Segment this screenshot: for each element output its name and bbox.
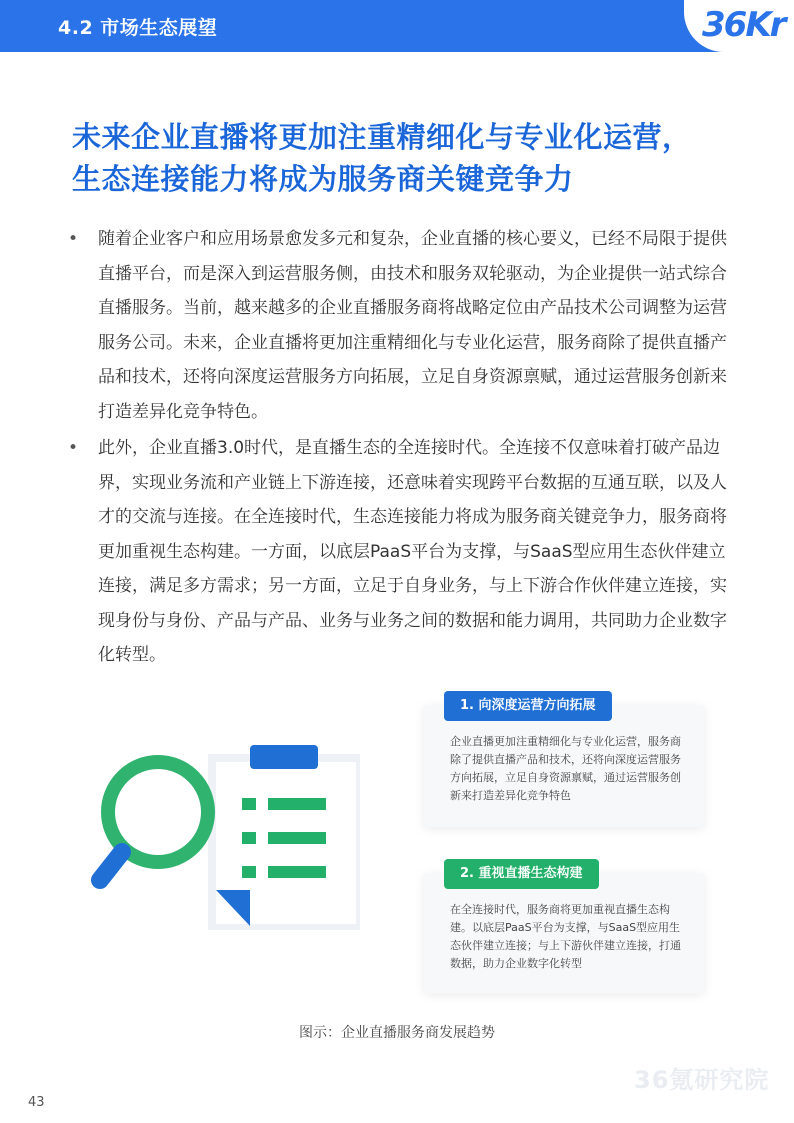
- list-marker: [242, 866, 256, 878]
- section-title: 4.2 市场生态展望: [58, 17, 218, 39]
- trend-card-2: [424, 866, 704, 993]
- bullet-text: 此外，企业直播3.0时代，是直播生态的全连接时代。全连接不仅意味着打破产品边界，实现业务流和产业链上下游连接，还意味着实现跨平台数据的互通互联，以及人才的交流与连接。在全连接时代，生态连接能力将成为服务商关键竞争力，服务商将更加重视生态构建。一方面，以底层PaaS平台为支撑，与SaaS型应用生态伙伴建立连接，满足多方需求；另一方面，立足于自身业务，与上下游合作伙伴建立连接，实现身份与身份、产品与产品、业务与业务之间的数据和能力调用，共同助力企业数字化转型。: [98, 438, 727, 665]
- list-marker: [242, 798, 256, 810]
- trend-card-1: [424, 698, 704, 827]
- trend-card-1-body: 企业直播更加注重精细化与专业化运营，服务商除了提供直播产品和技术，还将向深度运营服务方向拓展，立足自身资源禀赋，通过运营服务创新来打造差异化竞争特色: [450, 735, 681, 802]
- header-bar: [0, 0, 794, 52]
- headline-line-2: 生态连接能力将成为服务商关键竞争力: [72, 162, 574, 196]
- list-marker: [242, 832, 256, 844]
- headline-line-1: 未来企业直播将更加注重精细化与专业化运营，: [72, 120, 692, 154]
- page-headline: [72, 116, 752, 200]
- figure-caption: 图示：企业直播服务商发展趋势: [299, 1025, 495, 1041]
- bullet-item: [64, 431, 734, 673]
- trend-card-2-body: 在全连接时代，服务商将更加重视直播生态构建。以底层PaaS平台为支撑，与SaaS型应用生态伙伴建立连接；与上下游伙伴建立连接，打通数据，助力企业数字化转型: [450, 903, 681, 970]
- magnifier-handle: [100, 852, 122, 880]
- watermark: 36氪研究院: [634, 1066, 770, 1094]
- clipboard-clip: [250, 745, 318, 769]
- list-line: [268, 866, 326, 878]
- bullet-list: [64, 222, 734, 675]
- trend-card-1-title: 1. 向深度运营方向拓展: [444, 691, 612, 721]
- bullet-text: 随着企业客户和应用场景愈发多元和复杂，企业直播的核心要义，已经不局限于提供直播平台，而是深入到运营服务侧，由技术和服务双轮驱动，为企业提供一站式综合直播服务。当前，越来越多的企业直播服务商将战略定位由产品技术公司调整为运营服务公司。未来，企业直播将更加注重精细化与专业化运营，服务商除了提供直播产品和技术，还将向深度运营服务方向拓展，立足自身资源禀赋，通过运营服务创新来打造差异化竞争特色。: [98, 229, 727, 422]
- bullet-dot-icon: •: [68, 438, 79, 458]
- bullet-item: [64, 222, 734, 429]
- document-magnifier-icon: [90, 720, 390, 950]
- list-line: [268, 798, 326, 810]
- logo-text: 36Kr: [702, 5, 785, 45]
- list-line: [268, 832, 326, 844]
- trend-card-2-title: 2. 重视直播生态构建: [444, 859, 599, 889]
- page-number: 43: [28, 1095, 45, 1110]
- brand-logo: [684, 0, 794, 52]
- bullet-dot-icon: •: [68, 229, 79, 249]
